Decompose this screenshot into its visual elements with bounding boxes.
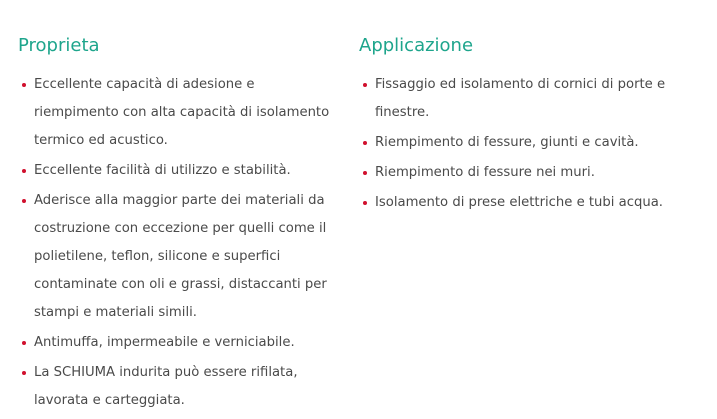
list-item-text: Aderisce alla maggior parte dei materiali da costruzione con eccezione per quelli come il polietilene, teflon, silicone e superfici contaminate con oli e grassi, distaccanti per stampi e materiali simili. <box>34 193 327 320</box>
list-item-text: Riempimento di fessure, giunti e cavità. <box>375 135 639 150</box>
list-item <box>359 129 679 157</box>
list-item-text: Isolamento di prese elettriche e tubi acqua. <box>375 195 663 210</box>
bullet-dot-icon <box>22 83 26 87</box>
bullet-dot-icon <box>363 141 367 145</box>
applicazione-heading: Applicazione <box>359 35 474 56</box>
proprieta-section <box>18 34 338 417</box>
list-item-text: Eccellente facilità di utilizzo e stabilità. <box>34 163 291 178</box>
list-item-text: Eccellente capacità di adesione e riempimento con alta capacità di isolamento termico ed acustico. <box>34 77 330 148</box>
list-item <box>18 157 338 185</box>
proprieta-heading: Proprieta <box>18 35 100 56</box>
list-item <box>359 189 679 217</box>
applicazione-list <box>359 71 679 217</box>
bullet-dot-icon <box>363 171 367 175</box>
applicazione-section <box>359 34 679 219</box>
list-item-text: Fissaggio ed isolamento di cornici di porte e finestre. <box>375 77 666 120</box>
bullet-dot-icon <box>22 371 26 375</box>
bullet-dot-icon <box>22 169 26 173</box>
list-item <box>18 359 338 415</box>
list-item <box>359 71 679 127</box>
list-item-text: La SCHIUMA indurita può essere rifilata, lavorata e carteggiata. <box>34 365 298 408</box>
bullet-dot-icon <box>363 201 367 205</box>
list-item <box>359 159 679 187</box>
bullet-dot-icon <box>363 83 367 87</box>
list-item <box>18 187 338 327</box>
list-item-text: Riempimento di fessure nei muri. <box>375 165 595 180</box>
list-item <box>18 329 338 357</box>
bullet-dot-icon <box>22 199 26 203</box>
list-item-text: Antimuffa, impermeabile e verniciabile. <box>34 335 295 350</box>
bullet-dot-icon <box>22 341 26 345</box>
list-item <box>18 71 338 155</box>
proprieta-list <box>18 71 338 415</box>
